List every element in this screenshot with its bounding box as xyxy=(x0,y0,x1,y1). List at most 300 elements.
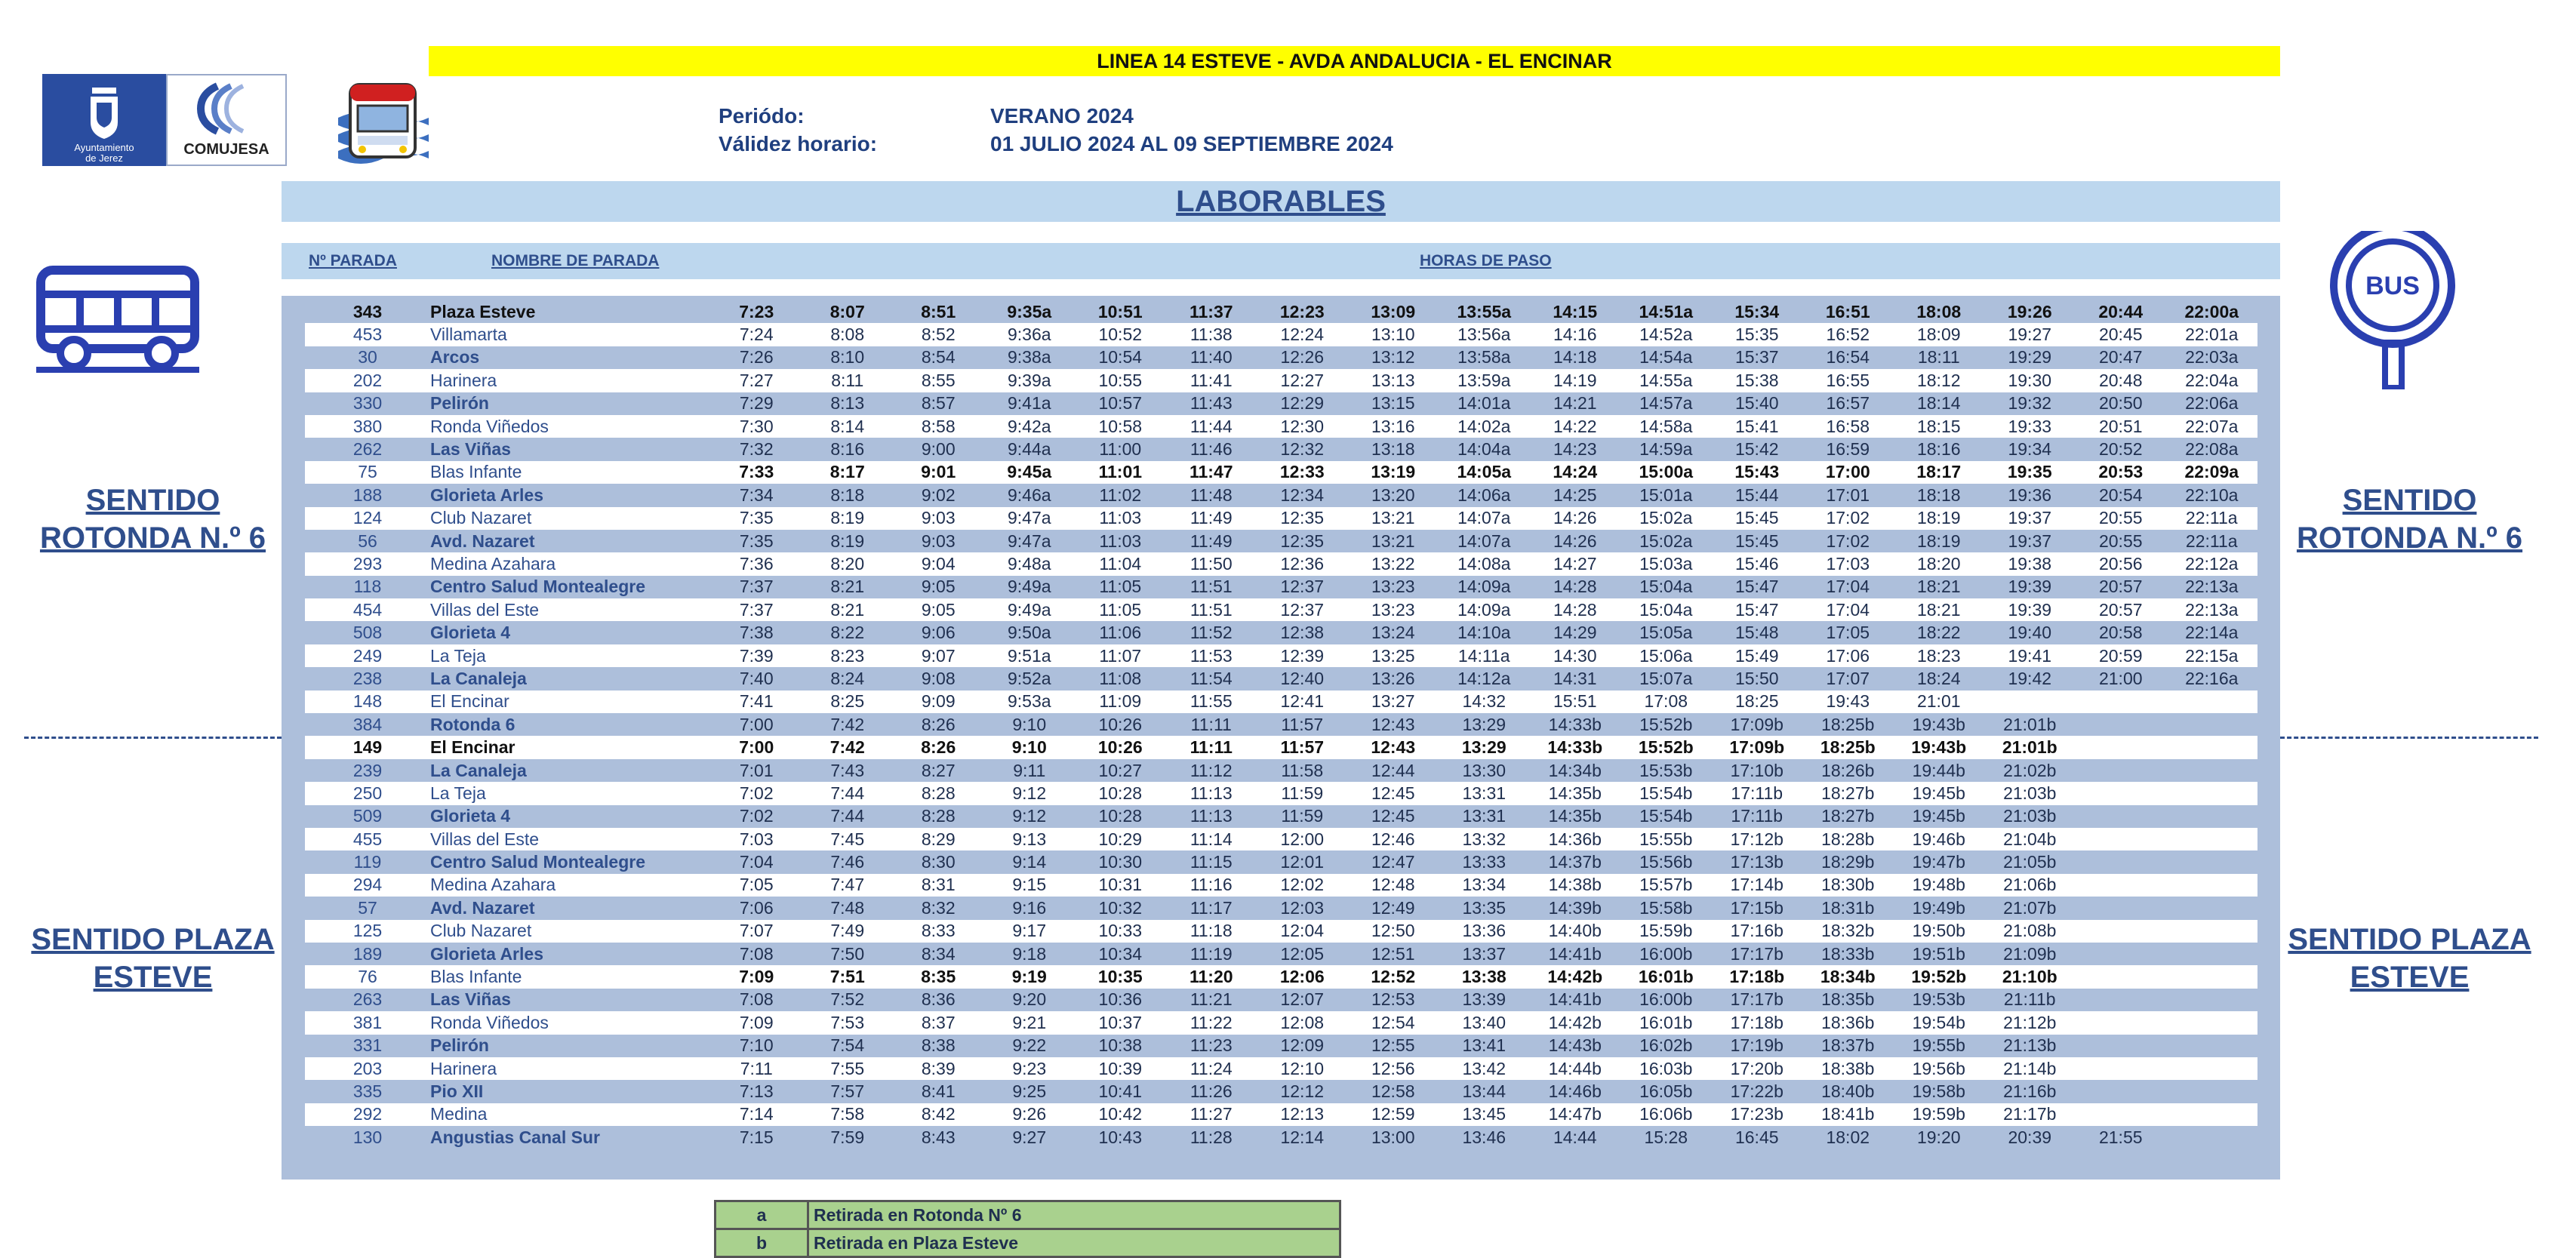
stop-name: Club Nazaret xyxy=(430,507,711,530)
departure-time: 15:53b xyxy=(1620,759,1712,782)
bus-logo-icon xyxy=(338,80,429,168)
stop-number: 343 xyxy=(305,300,430,323)
stop-number: 381 xyxy=(305,1011,430,1034)
stop-number: 76 xyxy=(305,965,430,988)
departure-time: 12:34 xyxy=(1257,484,1348,506)
direction-separator-right xyxy=(2280,737,2538,739)
coat-of-arms-icon xyxy=(42,74,166,166)
table-row xyxy=(305,644,2257,667)
departure-time: 16:01b xyxy=(1620,965,1712,988)
departure-time: 8:34 xyxy=(893,943,984,965)
departure-time: 15:51 xyxy=(1530,691,1621,713)
departure-time: 12:13 xyxy=(1257,1103,1348,1126)
departure-time: 7:42 xyxy=(802,736,894,758)
departure-time: 22:15a xyxy=(2166,644,2257,667)
departure-time: 11:02 xyxy=(1075,484,1166,506)
departure-time: 18:23 xyxy=(1894,644,1985,667)
departure-time: 10:54 xyxy=(1075,346,1166,369)
departure-time xyxy=(2166,897,2257,919)
departure-time: 7:27 xyxy=(711,369,802,392)
departure-time xyxy=(2076,1011,2167,1034)
departure-time: 13:39 xyxy=(1439,989,1530,1011)
departure-time: 12:35 xyxy=(1257,507,1348,530)
departure-time: 13:55a xyxy=(1439,300,1530,323)
departure-time: 19:52b xyxy=(1894,965,1985,988)
departure-time: 13:38 xyxy=(1439,965,1530,988)
departure-time: 14:22 xyxy=(1530,415,1621,438)
departure-time: 10:28 xyxy=(1075,782,1166,804)
departure-time: 17:17b xyxy=(1712,989,1803,1011)
departure-time: 17:12b xyxy=(1712,828,1803,850)
departure-time: 17:11b xyxy=(1712,805,1803,828)
departure-time: 18:28b xyxy=(1802,828,1894,850)
departure-time: 19:56b xyxy=(1894,1057,1985,1080)
departure-time: 21:07b xyxy=(1984,897,2076,919)
departure-time: 7:48 xyxy=(802,897,894,919)
departure-time: 9:09 xyxy=(893,691,984,713)
departure-time: 10:31 xyxy=(1075,874,1166,897)
departure-time: 19:55b xyxy=(1894,1035,1985,1057)
departure-time: 13:29 xyxy=(1439,736,1530,758)
departure-time: 9:12 xyxy=(984,782,1076,804)
departure-time: 12:49 xyxy=(1348,897,1439,919)
departure-time: 15:07a xyxy=(1620,667,1712,690)
departure-time: 13:36 xyxy=(1439,920,1530,943)
departure-time: 14:07a xyxy=(1439,530,1530,552)
departure-time: 9:04 xyxy=(893,552,984,575)
departure-time xyxy=(2076,897,2167,919)
departure-time: 17:05 xyxy=(1802,621,1894,644)
departure-time: 11:13 xyxy=(1166,805,1257,828)
departure-time: 12:04 xyxy=(1257,920,1348,943)
departure-time: 22:07a xyxy=(2166,415,2257,438)
departure-time: 7:50 xyxy=(802,943,894,965)
departure-time: 19:33 xyxy=(1984,415,2076,438)
departure-time: 13:56a xyxy=(1439,323,1530,346)
departure-time: 21:17b xyxy=(1984,1103,2076,1126)
departure-time: 12:09 xyxy=(1257,1035,1348,1057)
departure-time xyxy=(2166,943,2257,965)
departure-time: 11:05 xyxy=(1075,598,1166,621)
stop-name: Centro Salud Montealegre xyxy=(430,576,711,598)
departure-time: 15:02a xyxy=(1620,507,1712,530)
stop-name: La Canaleja xyxy=(430,759,711,782)
departure-time: 14:57a xyxy=(1620,392,1712,415)
departure-time: 22:10a xyxy=(2166,484,2257,506)
departure-time: 14:01a xyxy=(1439,392,1530,415)
departure-time: 20:52 xyxy=(2076,438,2167,460)
departure-time: 10:51 xyxy=(1075,300,1166,323)
departure-time: 7:58 xyxy=(802,1103,894,1126)
departure-time: 10:35 xyxy=(1075,965,1166,988)
departure-time xyxy=(2076,1035,2167,1057)
departure-time: 9:46a xyxy=(984,484,1076,506)
departure-time: 14:46b xyxy=(1530,1080,1621,1103)
departure-time: 15:52b xyxy=(1620,736,1712,758)
departure-time: 13:15 xyxy=(1348,392,1439,415)
departure-time: 18:30b xyxy=(1802,874,1894,897)
departure-time: 12:39 xyxy=(1257,644,1348,667)
departure-time: 10:39 xyxy=(1075,1057,1166,1080)
departure-time: 19:53b xyxy=(1894,989,1985,1011)
departure-time: 7:08 xyxy=(711,989,802,1011)
departure-time: 20:48 xyxy=(2076,369,2167,392)
departure-time: 11:51 xyxy=(1166,598,1257,621)
period-value: VERANO 2024 xyxy=(990,104,1134,128)
departure-time: 15:34 xyxy=(1712,300,1803,323)
departure-time: 12:58 xyxy=(1348,1080,1439,1103)
departure-time: 17:10b xyxy=(1712,759,1803,782)
departure-time: 19:37 xyxy=(1984,530,2076,552)
departure-time: 13:21 xyxy=(1348,507,1439,530)
departure-time: 13:25 xyxy=(1348,644,1439,667)
departure-time: 11:57 xyxy=(1257,736,1348,758)
stop-number: 57 xyxy=(305,897,430,919)
departure-time: 12:02 xyxy=(1257,874,1348,897)
departure-time xyxy=(2076,736,2167,758)
stop-number: 189 xyxy=(305,943,430,965)
departure-time: 7:02 xyxy=(711,805,802,828)
departure-time: 13:45 xyxy=(1439,1103,1530,1126)
departure-time: 8:21 xyxy=(802,576,894,598)
departure-time: 15:35 xyxy=(1712,323,1803,346)
stop-name: Glorieta 4 xyxy=(430,805,711,828)
departure-time: 13:27 xyxy=(1348,691,1439,713)
departure-time: 11:15 xyxy=(1166,850,1257,873)
departure-time: 13:23 xyxy=(1348,576,1439,598)
departure-time xyxy=(2166,1080,2257,1103)
departure-time: 20:39 xyxy=(1984,1126,2076,1149)
departure-time: 11:55 xyxy=(1166,691,1257,713)
departure-time: 20:55 xyxy=(2076,507,2167,530)
departure-time: 10:37 xyxy=(1075,1011,1166,1034)
departure-time: 14:24 xyxy=(1530,461,1621,484)
departure-time: 15:02a xyxy=(1620,530,1712,552)
departure-time xyxy=(2166,1103,2257,1126)
departure-time xyxy=(2166,920,2257,943)
departure-time: 13:33 xyxy=(1439,850,1530,873)
departure-time: 17:15b xyxy=(1712,897,1803,919)
departure-time: 9:22 xyxy=(984,1035,1076,1057)
departure-time: 11:23 xyxy=(1166,1035,1257,1057)
departure-time: 21:11b xyxy=(1984,989,2076,1011)
departure-time: 8:18 xyxy=(802,484,894,506)
departure-time: 11:41 xyxy=(1166,369,1257,392)
departure-time: 15:37 xyxy=(1712,346,1803,369)
departure-time: 8:14 xyxy=(802,415,894,438)
departure-time: 21:16b xyxy=(1984,1080,2076,1103)
stop-number: 293 xyxy=(305,552,430,575)
departure-time xyxy=(2076,805,2167,828)
stop-number: 249 xyxy=(305,644,430,667)
departure-time: 16:00b xyxy=(1620,989,1712,1011)
stop-name: El Encinar xyxy=(430,736,711,758)
departure-time: 9:00 xyxy=(893,438,984,460)
comujesa-icon xyxy=(168,75,285,165)
stop-name: La Canaleja xyxy=(430,667,711,690)
departure-time: 13:10 xyxy=(1348,323,1439,346)
departure-time: 18:15 xyxy=(1894,415,1985,438)
departure-time: 11:59 xyxy=(1257,805,1348,828)
departure-time: 15:46 xyxy=(1712,552,1803,575)
departure-time: 11:14 xyxy=(1166,828,1257,850)
departure-time: 19:54b xyxy=(1894,1011,1985,1034)
departure-time: 17:04 xyxy=(1802,576,1894,598)
table-row xyxy=(305,392,2257,415)
departure-time: 13:09 xyxy=(1348,300,1439,323)
departure-time: 14:42b xyxy=(1530,1011,1621,1034)
stop-name: Glorieta 4 xyxy=(430,621,711,644)
departure-time: 13:30 xyxy=(1439,759,1530,782)
stop-name: Avd. Nazaret xyxy=(430,530,711,552)
departure-time: 7:15 xyxy=(711,1126,802,1149)
departure-time: 17:03 xyxy=(1802,552,1894,575)
stop-name: Villas del Este xyxy=(430,598,711,621)
departure-time: 15:40 xyxy=(1712,392,1803,415)
departure-time: 10:27 xyxy=(1075,759,1166,782)
departure-time: 13:21 xyxy=(1348,530,1439,552)
ayuntamiento-text: Ayuntamiento xyxy=(74,142,134,153)
departure-time: 13:18 xyxy=(1348,438,1439,460)
departure-time: 20:51 xyxy=(2076,415,2167,438)
departure-time: 16:52 xyxy=(1802,323,1894,346)
departure-time: 20:57 xyxy=(2076,576,2167,598)
departure-time: 14:04a xyxy=(1439,438,1530,460)
departure-time: 20:56 xyxy=(2076,552,2167,575)
stop-number: 203 xyxy=(305,1057,430,1080)
departure-time: 15:42 xyxy=(1712,438,1803,460)
departure-time: 21:01b xyxy=(1984,736,2076,758)
stop-name: Ronda Viñedos xyxy=(430,415,711,438)
departure-time: 21:06b xyxy=(1984,874,2076,897)
departure-time: 16:57 xyxy=(1802,392,1894,415)
departure-time: 22:11a xyxy=(2166,530,2257,552)
departure-time: 16:01b xyxy=(1620,1011,1712,1034)
period-label: Periódo: xyxy=(719,104,805,128)
departure-time: 14:21 xyxy=(1530,392,1621,415)
departure-time: 14:35b xyxy=(1530,805,1621,828)
departure-time: 12:48 xyxy=(1348,874,1439,897)
departure-time: 7:49 xyxy=(802,920,894,943)
departure-time: 7:30 xyxy=(711,415,802,438)
departure-time: 13:12 xyxy=(1348,346,1439,369)
departure-time: 7:23 xyxy=(711,300,802,323)
departure-time: 12:43 xyxy=(1348,713,1439,736)
legend-text: Retirada en Rotonda Nº 6 xyxy=(808,1201,1340,1229)
departure-time: 7:06 xyxy=(711,897,802,919)
stop-name: Blas Infante xyxy=(430,965,711,988)
legend-key: a xyxy=(716,1201,808,1229)
departure-time: 11:47 xyxy=(1166,461,1257,484)
table-row xyxy=(305,943,2257,965)
departure-time: 19:26 xyxy=(1984,300,2076,323)
table-row xyxy=(305,1126,2257,1149)
departure-time: 13:20 xyxy=(1348,484,1439,506)
departure-time xyxy=(2076,943,2167,965)
departure-time: 9:49a xyxy=(984,598,1076,621)
departure-time: 18:27b xyxy=(1802,805,1894,828)
svg-text:de Jerez: de Jerez xyxy=(85,152,123,164)
departure-time: 8:39 xyxy=(893,1057,984,1080)
departure-time: 11:37 xyxy=(1166,300,1257,323)
departure-time: 11:38 xyxy=(1166,323,1257,346)
departure-time: 19:38 xyxy=(1984,552,2076,575)
table-row xyxy=(305,484,2257,506)
departure-time: 17:20b xyxy=(1712,1057,1803,1080)
departure-time: 12:30 xyxy=(1257,415,1348,438)
departure-time: 14:59a xyxy=(1620,438,1712,460)
departure-time: 10:32 xyxy=(1075,897,1166,919)
departure-time: 15:04a xyxy=(1620,598,1712,621)
departure-time: 8:22 xyxy=(802,621,894,644)
departure-time: 21:05b xyxy=(1984,850,2076,873)
departure-time: 22:13a xyxy=(2166,598,2257,621)
departure-time: 15:05a xyxy=(1620,621,1712,644)
departure-time: 13:16 xyxy=(1348,415,1439,438)
departure-time: 8:32 xyxy=(893,897,984,919)
stop-name: Blas Infante xyxy=(430,461,711,484)
departure-time: 21:14b xyxy=(1984,1057,2076,1080)
departure-time xyxy=(2076,782,2167,804)
validity-label: Válidez horario: xyxy=(719,132,878,155)
departure-time: 11:52 xyxy=(1166,621,1257,644)
departure-time: 7:54 xyxy=(802,1035,894,1057)
departure-time: 14:26 xyxy=(1530,507,1621,530)
departure-time: 13:13 xyxy=(1348,369,1439,392)
departure-time: 14:32 xyxy=(1439,691,1530,713)
ayuntamiento-logo xyxy=(42,74,166,166)
departure-time: 8:26 xyxy=(893,736,984,758)
departure-time: 14:28 xyxy=(1530,598,1621,621)
departure-time: 9:53a xyxy=(984,691,1076,713)
departure-time: 8:35 xyxy=(893,965,984,988)
departure-time: 7:02 xyxy=(711,782,802,804)
table-row xyxy=(305,920,2257,943)
departure-time: 19:20 xyxy=(1894,1126,1985,1149)
departure-time: 14:29 xyxy=(1530,621,1621,644)
departure-time: 12:44 xyxy=(1348,759,1439,782)
departure-time: 20:53 xyxy=(2076,461,2167,484)
departure-time: 12:56 xyxy=(1348,1057,1439,1080)
departure-time: 15:04a xyxy=(1620,576,1712,598)
departure-time: 18:09 xyxy=(1894,323,1985,346)
departure-time: 13:44 xyxy=(1439,1080,1530,1103)
departure-time: 9:17 xyxy=(984,920,1076,943)
departure-time: 11:22 xyxy=(1166,1011,1257,1034)
departure-time: 12:45 xyxy=(1348,805,1439,828)
departure-time: 9:03 xyxy=(893,507,984,530)
departure-time: 11:44 xyxy=(1166,415,1257,438)
departure-time: 14:26 xyxy=(1530,530,1621,552)
departure-time: 11:19 xyxy=(1166,943,1257,965)
departure-time: 8:51 xyxy=(893,300,984,323)
departure-time: 20:50 xyxy=(2076,392,2167,415)
stop-name: Plaza Esteve xyxy=(430,300,711,323)
departure-time xyxy=(2076,828,2167,850)
departure-time xyxy=(1984,691,2076,713)
stop-name: Medina xyxy=(430,1103,711,1126)
departure-time xyxy=(2166,691,2257,713)
direction-label-inbound-left: SENTIDO PLAZA ESTEVE xyxy=(31,923,275,994)
departure-time: 21:08b xyxy=(1984,920,2076,943)
departure-time: 17:19b xyxy=(1712,1035,1803,1057)
departure-time: 14:28 xyxy=(1530,576,1621,598)
departure-time: 19:44b xyxy=(1894,759,1985,782)
departure-time xyxy=(2166,1011,2257,1034)
departure-time: 7:47 xyxy=(802,874,894,897)
departure-time: 22:03a xyxy=(2166,346,2257,369)
departure-time: 12:08 xyxy=(1257,1011,1348,1034)
departure-time: 7:39 xyxy=(711,644,802,667)
departure-time: 7:40 xyxy=(711,667,802,690)
departure-time: 22:04a xyxy=(2166,369,2257,392)
departure-time: 14:09a xyxy=(1439,598,1530,621)
departure-time xyxy=(2166,736,2257,758)
departure-time: 11:12 xyxy=(1166,759,1257,782)
departure-time: 7:57 xyxy=(802,1080,894,1103)
departure-time: 9:38a xyxy=(984,346,1076,369)
departure-time: 8:23 xyxy=(802,644,894,667)
departure-time: 8:30 xyxy=(893,850,984,873)
departure-time: 9:51a xyxy=(984,644,1076,667)
departure-time: 19:43b xyxy=(1894,736,1985,758)
departure-time: 11:58 xyxy=(1257,759,1348,782)
departure-time: 18:11 xyxy=(1894,346,1985,369)
departure-time: 11:43 xyxy=(1166,392,1257,415)
departure-time: 11:18 xyxy=(1166,920,1257,943)
departure-time: 19:35 xyxy=(1984,461,2076,484)
departure-time xyxy=(2076,1103,2167,1126)
departure-time xyxy=(2076,989,2167,1011)
departure-time: 19:39 xyxy=(1984,598,2076,621)
departure-time: 14:38b xyxy=(1530,874,1621,897)
departure-time: 18:08 xyxy=(1894,300,1985,323)
departure-time: 14:35b xyxy=(1530,782,1621,804)
departure-time: 7:55 xyxy=(802,1057,894,1080)
departure-time: 18:17 xyxy=(1894,461,1985,484)
legend-row xyxy=(716,1201,1340,1229)
departure-time: 18:19 xyxy=(1894,507,1985,530)
stop-number: 335 xyxy=(305,1080,430,1103)
departure-time: 11:53 xyxy=(1166,644,1257,667)
departure-time: 14:31 xyxy=(1530,667,1621,690)
departure-time: 22:13a xyxy=(2166,576,2257,598)
departure-time: 7:32 xyxy=(711,438,802,460)
departure-time: 8:07 xyxy=(802,300,894,323)
stop-name: Avd. Nazaret xyxy=(430,897,711,919)
stop-number: 148 xyxy=(305,691,430,713)
departure-time: 17:18b xyxy=(1712,965,1803,988)
departure-time: 19:29 xyxy=(1984,346,2076,369)
departure-time: 16:02b xyxy=(1620,1035,1712,1057)
departure-time: 12:07 xyxy=(1257,989,1348,1011)
departure-time: 14:39b xyxy=(1530,897,1621,919)
departure-time: 12:06 xyxy=(1257,965,1348,988)
departure-time: 19:27 xyxy=(1984,323,2076,346)
table-row xyxy=(305,598,2257,621)
departure-time: 9:12 xyxy=(984,805,1076,828)
departure-time: 13:34 xyxy=(1439,874,1530,897)
departure-time: 19:59b xyxy=(1894,1103,1985,1126)
departure-time: 8:19 xyxy=(802,530,894,552)
departure-time: 18:20 xyxy=(1894,552,1985,575)
departure-time: 19:50b xyxy=(1894,920,1985,943)
departure-time: 9:15 xyxy=(984,874,1076,897)
departure-time: 9:35a xyxy=(984,300,1076,323)
departure-time: 7:37 xyxy=(711,576,802,598)
departure-time: 9:36a xyxy=(984,323,1076,346)
departure-time: 19:41 xyxy=(1984,644,2076,667)
